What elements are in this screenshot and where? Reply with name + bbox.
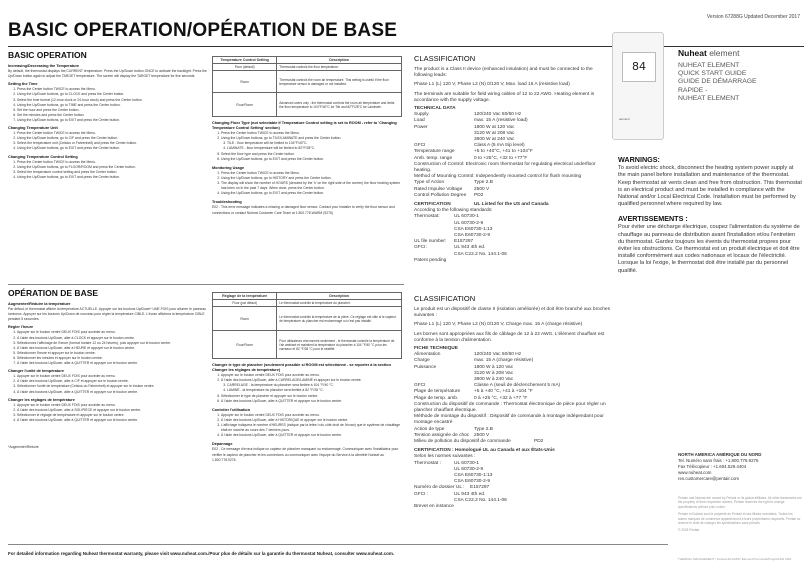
step: 4. À l'aide des boutons Up/Down, aller à QUITTER et appuyer sur le bouton centre. [221,433,402,438]
classification-en: CLASSIFICATION The product is a Class II device (enhanced insulation) and must be connected to the following leads: Phase L1 (L) 120 V, Phase L2 (N) 0/120 V, Max. load 15 A (resistive load) The terminals are suitable for field wiring cables of 12 to 22 AWG. Heating element in accordance with the supply voltage. TECHNICAL DATA Supply 120/240 Vac 50/60 Hz Load max. 15 A (resistive load) Power 1800 W at 120 Vac 3120 W at 208 Vac 3600 W at 240 Vac GFCI Class A (5 mA trip level) Temperature range +5 to +40°C, +41 to +104°F Amb. temp. range 0 to +25°C, +32 to +77°F Construction of Control: Electronic room thermostat for regulating electrical underfloor heating. Method of Mounting Control: Independently mounted control for flush mounting Type of Action Type 2.B Rated Impulse Voltage 2500 V Control Pollution Degree PD2 CERTIFICATION UL Listed for the US and Canada According to the following standards: Thermostat: UL 60730-1 UL 60730-2-9 CSA E60730-1:13 CSA E60730-2-9 UL file number: E157297 GFCI: UL 943 4th ed. CSA C22.2 No. 144.1-06 Patent pending [414,52,610,282]
warnings-block [618,152,802,442]
step: 4. Using the Up/Down buttons, go to EXIT and press the Center button. [17,146,208,151]
legal-text: Pentair and Nuheat are owned by Pentair or its global affiliates. All other trademarks are the property of their respective owners. Pentair reserves the right to change specifications without prior notice. Pentair et Nuheat sont la propriété de Pentair et ses filiales mondiales. Toutes les autres marques de commerce appartiennent à leurs propriétaires respectifs. Pentair se réserve le droit de changer les spécifications sans préavis. © 2018 Pentair. [678,496,802,533]
tech-data-title: TECHNICAL DATA [414,106,456,112]
step: 4. LAMINÉ - la température du plancher sera limitée à 82 °F/28 °C. [227,388,402,393]
step: 1. Appuyer sur le bouton centre DEUX FOIS pour accéder au menu. [17,403,208,408]
email-link[interactable]: res.customercare@pentair.com [678,476,740,481]
fiche-technique-title: FICHE TECHNIQUE [414,346,458,352]
class-terminals: The terminals are suitable for field wiring cables of 12 to 22 AWG. Heating element in accordance with the supply voltage. [414,91,595,103]
step: 4. À l'aide des boutons Up/Down, aller à QUITTER et appuyer sur le bouton centre. [17,418,208,423]
step: 4. Using the Up/Down buttons, go to EXIT and press the Center button. [221,191,402,196]
en-heading: BASIC OPERATION [8,50,87,60]
fr-settings-table [212,292,402,359]
table-header: Réglage de la température [213,293,277,300]
table-row: Floor (par défaut) Le thermostat contrôle la température du plancher. [213,300,402,307]
standards-label: According to the following standards: [414,208,493,214]
class-fr-intro: Le produit est un dispositif de classe II (isolation améliorée) et doit être branché aux broches suivantes : [414,307,610,319]
step: 1. Press the Center button TWICE to access the Menu. [17,160,208,165]
en-s6-steps [212,171,402,196]
en-s6-title: Monitoring Usage [212,165,245,170]
fr-s3-steps [8,374,208,394]
fr-s3-title: Changer l'unité de température [8,369,64,374]
thermostat-display: 84 [622,52,656,82]
step: 2. Using the Up/Down buttons, go to TILE/LAMINATE and press the Center button. [221,136,402,141]
cert-fr-title: CERTIFICATION : Homologué UL au Canada et aux États-Unis [414,448,555,454]
fr-s2-title: Régler l'heure [8,325,34,330]
fr-s7-text: E02 - Ce message d'erreur indique un capteur de plancher manquant ou endommagé. Communiquer avec l'installateur pour vérifier le capteur de plancher et les connexions ou communiquer avec l'équipe du Service à la clientèle Nuheat au 1.800.778.9276. [212,447,399,462]
step: 1. Press the Center button TWICE to access the Menu. [221,171,402,176]
class-mounting: Method of Mounting Control: Independently mounted control for flush mounting [414,174,582,180]
step: 1. Press the Center button TWICE to access the Menu. [17,87,208,92]
table-header: Description [277,57,402,64]
section-divider [8,284,404,285]
thermostat-illustration [612,32,664,140]
step: 1. Appuyer sur le bouton centre DEUX FOIS pour accéder au menu. [221,373,402,378]
contact-block: NORTH AMERICA AMÉRIQUE DU NORD Tel. Numéro sans frais : +1.800.778.9276 Fax Télécopieur : +1.604.529.4404 www.nuheat.com res.customercare@pentair.com [678,452,762,481]
step: 1. Appuyer sur le bouton centre DEUX FOIS pour accéder au menu. [221,413,402,418]
cert-title: CERTIFICATION [414,202,451,208]
en-s2-title: Setting the Time [8,82,38,87]
en-s3-title: Changing Temperature Unit [8,126,58,131]
table-header: Description [277,293,402,300]
step: 2. Using the Up/Down buttons, go to FLOOR/ROOM and press the Center button. [17,165,208,170]
step: 3. Select the temperature control setting and press the Center button. [17,170,208,175]
en-right-column [212,56,402,282]
en-left-column [8,50,208,280]
step: 1. Press the Center button TWICE to access the Menu. [17,131,208,136]
warranty-footer: For detailed information regarding Nuheat thermostat warranty, please visit www.nuheat.com./Pour plus de détails sur la garantie du thermostat Nuheat, consulter www.nuheat.com. [8,551,395,556]
patent-fr-label: Brevet en instance [414,504,454,510]
warnings-text: To avoid electric shock, disconnect the heating system power supply at the main panel before installation and maintenance of the thermostat. Keep thermostat air vents clean and free from obstruction. This thermostat is an electrical product and must be installed in compliance with the National and/or Local Electrical Code. Installation must be performed by qualified personnel where required by law. [618,165,802,208]
fr-s2-steps [8,330,208,366]
step: 6. Set the minutes and press the Center button. [17,113,208,118]
fr-s1-title: Augmenter/Réduire la température [8,302,71,306]
en-s7-text: E02 - This error message indicates a missing or damaged floor sensor. Contact your installer to verify the floor sensor and connections or contact Nuheat Customer Care Team at 1.800.778.WARM (9276) [212,205,395,215]
step: 1. Appuyer sur le bouton centre DEUX FOIS pour accéder au menu. [17,374,208,379]
guide-title: NUHEAT ELEMENT QUICK START GUIDE GUIDE DE DÉMARRAGE RAPIDE - NUHEAT ELEMENT [678,62,757,102]
class-phase: Phase L1 (L) 120 V, Phase L2 (N) 0/120 V, Max. load 15 A (resistive load) [414,82,570,88]
device-label: element [619,117,630,121]
step: 5. Sélectionner l'heure et appuyer sur le bouton centre. [17,351,208,356]
table-row: Room Le thermostat contrôle la température de la pièce. Ce réglage est utile si le capteur de température du plancher est endommagé ou n'est pas installé. [213,307,402,331]
step: 4. Using the Up/Down buttons, go to TIME and press the Center button. [17,103,208,108]
fr-s6-title: Contrôler l'utilisation [212,407,251,412]
brand-logo: Nuheat element [678,48,740,58]
page-title: BASIC OPERATION/OPÉRATION DE BASE [8,20,398,41]
patent-label: Patent pending [414,257,447,263]
step: 2. À l'aide des boutons Up/Down, aller à SOL/PIÈCE et appuyer sur le bouton centre. [17,408,208,413]
step: 4. À l'aide des boutons Up/Down, aller à HEURE et appuyer sur le bouton centre. [17,346,208,351]
en-s4-title: Changing Temperature Control Setting [8,154,78,159]
warnings-title: WARNINGS: [618,155,660,164]
en-s7-title: Troubleshooting [212,200,242,205]
fr-left-column [8,288,208,538]
tech-data-list: Supply 120/240 Vac 50/60 Hz Load max. 15 A (resistive load) Power 1800 W at 120 Vac 3120 W at 208 Vac 3600 W at 240 Vac GFCI Class A (5 mA trip level) Temperature range +5 to +40°C, +41 to +104°F Amb. temp. range 0 to +25°C, +32 to +77°F [414,112,533,161]
en-s2-steps [8,87,208,123]
fr-s5-steps [212,373,402,404]
table-row: Floor/Room Pour utilisateurs chevronnés seulement - le thermostat contrôle la température de l'air ambiant et maintient la température du plancher à 104 °F/40 °C pour les carreaux et 82 °F/28 °C pour le stratifié. [213,331,402,359]
en-s5-title: Changing Floor Type (not selectable if Temperature Control setting is set to ROOM - refer to 'Changing Temperature Control Setting' section) [212,121,397,131]
fr-s4-steps [8,403,208,423]
website-link[interactable]: www.nuheat.com [678,470,712,475]
step: 2. Using the Up/Down buttons, go to C/F and press the Center button. [17,136,208,141]
fr-s6-steps [212,413,402,438]
en-s3-steps [8,131,208,151]
standards-fr-label: Selon les normes suivantes : [414,454,476,460]
en-s1-text: By default, the thermostat displays the CURRENT temperature. Press the Up/Down button ONCE to activate the backlight. Press the Up/Down button again to adjust the TARGET temperature. The screen will display the TARGET temperature for five seconds. [8,69,207,79]
fr-s1-text: Par défaut, le thermostat affiche la température ACTUELLE. Appuyer sur les boutons Up/Down* UNE FOIS pour allumer le panneau lumineux. Appuyer sur les boutons Up/Down de nouveau pour régler la température CIBLE. L'écran affichera la température CIBLE pendant 5 secondes. [8,307,207,322]
fr-heading: OPÉRATION DE BASE [8,288,99,298]
step: 3. The display will show the number of HOURS (denoted by the 'h' on the right side of the screen) the floor heating system has been on in the past 7 days. When done, press the Center button. [221,181,402,191]
table-row: Room Thermostat controls the room air temperature. This setting is useful if the floor temperature sensor is damaged or not installed. [213,71,402,93]
step: 3. Sélectionner l'unité de température (Celsius ou Fahrenheit) et appuyer sur le bouton centre. [17,384,208,389]
step: 2. À l'aide des boutons Up/Down, aller à HISTORIQUE et appuyer sur le bouton centre. [221,418,402,423]
part-number: THERMAL MANAGEMENT | Nuheat-IM-H0507-ElementThermostatProgCM-EN 1801 [678,557,792,561]
cert-listed: UL Listed for the US and Canada [474,202,549,208]
footer-divider [8,544,668,545]
title-rule [8,46,804,47]
step: 3. L'affichage indiquera le nombre d'HEURES (indiqué par la lettre h du côté droit de l'écran) que le système de chauffage était en marche au cours des 7 derniers jours. [221,423,402,433]
step: 5. Select the floor type and press the Center button. [221,152,402,157]
en-s5-steps [212,131,402,162]
step: 3. Sélectionnez l'affichage de l'heure (format horaire 12 ou 24 heures), puis appuyer sur le bouton centre. [17,341,208,346]
fr-footnote: *Augmenter/Réduire [8,445,39,450]
class-intro: The product is a Class II device (enhanced insulation) and must be connected to the following leads: [414,67,593,79]
step: 7. À l'aide des boutons Up/Down, aller à QUITTER et appuyer sur le bouton centre. [17,361,208,366]
step: 6. Using the Up/Down buttons, go to EXIT and press the Center button. [221,157,402,162]
fr-right-column [212,292,402,540]
table-row: Floor (default) Thermostat controls the floor temperature. [213,64,402,71]
step: 3. Select the temperature unit (Celsius or Fahrenheit) and press the Center button. [17,141,208,146]
class-construction: Construction of Control: Electronic room thermostat for regulating electrical underfloor heating. [414,161,596,174]
step: 2. À l'aide des boutons Up/Down, aller à CARRELAGE/LAMINÉ et appuyer sur le bouton centre. [221,378,402,383]
en-s4-steps [8,160,208,180]
step: 2. À l'aide des boutons Up/Down, aller à CLOCK et appuyer sur le bouton centre. [17,336,208,341]
step: 3. Select the time format (12-hour clock or 24-hour clock) and press the Center button. [17,98,208,103]
step: 6. Sélectionner les minutes et appuyer sur le bouton centre. [17,356,208,361]
step: 5. Sélectionner le type de plancher et appuyer sur le bouton centre. [221,394,402,399]
version-label: Version 67288G Updated December 2017 [706,14,800,20]
step: 2. Using the Up/Down buttons, go to HISTORY and press the Center button. [221,176,402,181]
step: 5. Set the hour and press the Center button. [17,108,208,113]
fr-s4-title: Changer les réglages de température [8,397,75,402]
classification-fr-heading: CLASSIFICATION [414,294,476,303]
avertissements-text: Pour éviter une décharge électrique, coupez l'alimentation du système de chauffage au panneau de distribution avant l'installation et/ou l'entretien du thermostat. Gardez toujours les évents du thermostat propres pour éviter les obstructions. Ce thermostat est un produit électrique et doit être installé conformément aux codes nationaux et locaux de l'électricité. Lorsque la loi l'exige, le thermostat doit être installé par du personnel qualifié. [618,224,800,274]
step: 7. Using the Up/Down buttons, go to EXIT and press the Center button. [17,118,208,123]
en-settings-table [212,56,402,117]
step: 4. Using the Up/Down buttons, go to EXIT and press the Center button. [17,175,208,180]
class-fr-phase: Phase L1 (L) 120 V, Phase L2 (N) 0/120 V, Charge max. 15 A (charge résistive) [414,322,583,328]
step: 4. LAMINATE - floor temperature will be limited to 82°F/28°C. [227,146,402,151]
step: 4. À l'aide des boutons Up/Down, aller à QUITTER et appuyer sur le bouton centre. [17,390,208,395]
en-s1-title: Increasing/Decreasing the Temperature [8,64,80,68]
fr-s5-title: Changer le type de plancher (seulement possible si ROOM est sélectionné - se reporter à la section Changer les réglages de température) [212,363,391,373]
step: 2. Using the Up/Down buttons, go to CLOCK and press the Center button. [17,92,208,97]
table-row: Floor/Room Advanced users only - the thermostat controls the room air temperature and limits the floor temperature to 104°F/40°C for Tile and 82°F/28°C for Laminate. [213,93,402,117]
class-fr-mounting: Méthode de montage du dispositif : Dispositif de commande à montage indépendant pour montage encastré [414,414,604,426]
class-fr-terminals: Les bornes sont appropriées aux fils de câblage de 12 à 22 AWG. L'élément chauffant est conforme à la tension d'alimentation. [414,331,605,343]
classification-fr: CLASSIFICATION Le produit est un dispositif de classe II (isolation améliorée) et doit être branché aux broches suivantes : Phase L1 (L) 120 V, Phase L2 (N) 0/120 V, Charge max. 15 A (charge résistive) Les bornes sont appropriées aux fils de câblage de 12 à 22 AWG. L'élément chauffant est conforme à la tension d'alimentation. FICHE TECHNIQUE Alimentation 120/240 Vac 50/60 Hz Charge max. 15 A (charge résistive) Puissance 1800 W à 120 Vac 3120 W à 208 Vac 3600 W à 240 Vac GFCI Classe A (seuil de déclenchement 5 mA) Plage de température +5 à +40 °C, +41 à +104 °F Plage de temp. amb. 0 à +25 °C, +32 à +77 °F Construction du dispositif de commande : Thermostat électronique de pièce pour régler un plancher chauffant électrique. Méthode de montage du dispositif : Dispositif de commande à montage indépendant pour montage encastré Action de type Type 2.B Tension assignée de choc 2500 V Milieu de pollution du dispositif de commande PD2 CERTIFICATION : Homologué UL au Canada et aux États-Unis Selon les normes suivantes : Thermostat : UL 60730-1 UL 60730-2-9 CSA E60730-1:13 CSA E60730-2-9 Numéro de dossier UL : E157297 GFCI : UL 943 4th ed. CSA C22.2 No. 144.1-06 Brevet en instance [414,294,610,510]
step: 1. Press the Center button TWICE to access the Menu. [221,131,402,136]
step: 3. CARRELAGE - la température du plancher sera limitée à 104 °F/40 °C. [227,383,402,388]
table-header: Temperature Control Setting [213,57,277,64]
step: 1. Appuyer sur le bouton centre DEUX FOIS pour accéder au menu. [17,330,208,335]
fr-tech-data-list: Alimentation 120/240 Vac 50/60 Hz Charge max. 15 A (charge résistive) Puissance 1800 W à 120 Vac 3120 W à 208 Vac 3600 W à 240 Vac GFCI Classe A (seuil de déclenchement 5 mA) Plage de température +5 à +40 °C, +41 à +104 °F Plage de temp. amb. 0 à +25 °C, +32 à +77 °F [414,352,561,401]
avertissements-title: AVERTISSEMENTS : [618,214,688,224]
step: 2. À l'aide des boutons Up/Down, aller à C/F et appuyer sur le bouton centre. [17,379,208,384]
classification-heading: CLASSIFICATION [414,54,476,63]
step: 6. À l'aide des boutons Up/Down, aller à QUITTER et appuyer sur le bouton centre. [221,399,402,404]
step: 3. TILE - floor temperature will be limited to 104°F/40°C. [227,141,402,146]
fr-s7-title: Dépannage [212,442,233,447]
step: 3. Sélectionner le réglage de température et appuyer sur le bouton centre. [17,413,208,418]
class-fr-construction: Construction du dispositif de commande : Thermostat électronique de pièce pour régler un plancher chauffant électrique. [414,401,606,414]
